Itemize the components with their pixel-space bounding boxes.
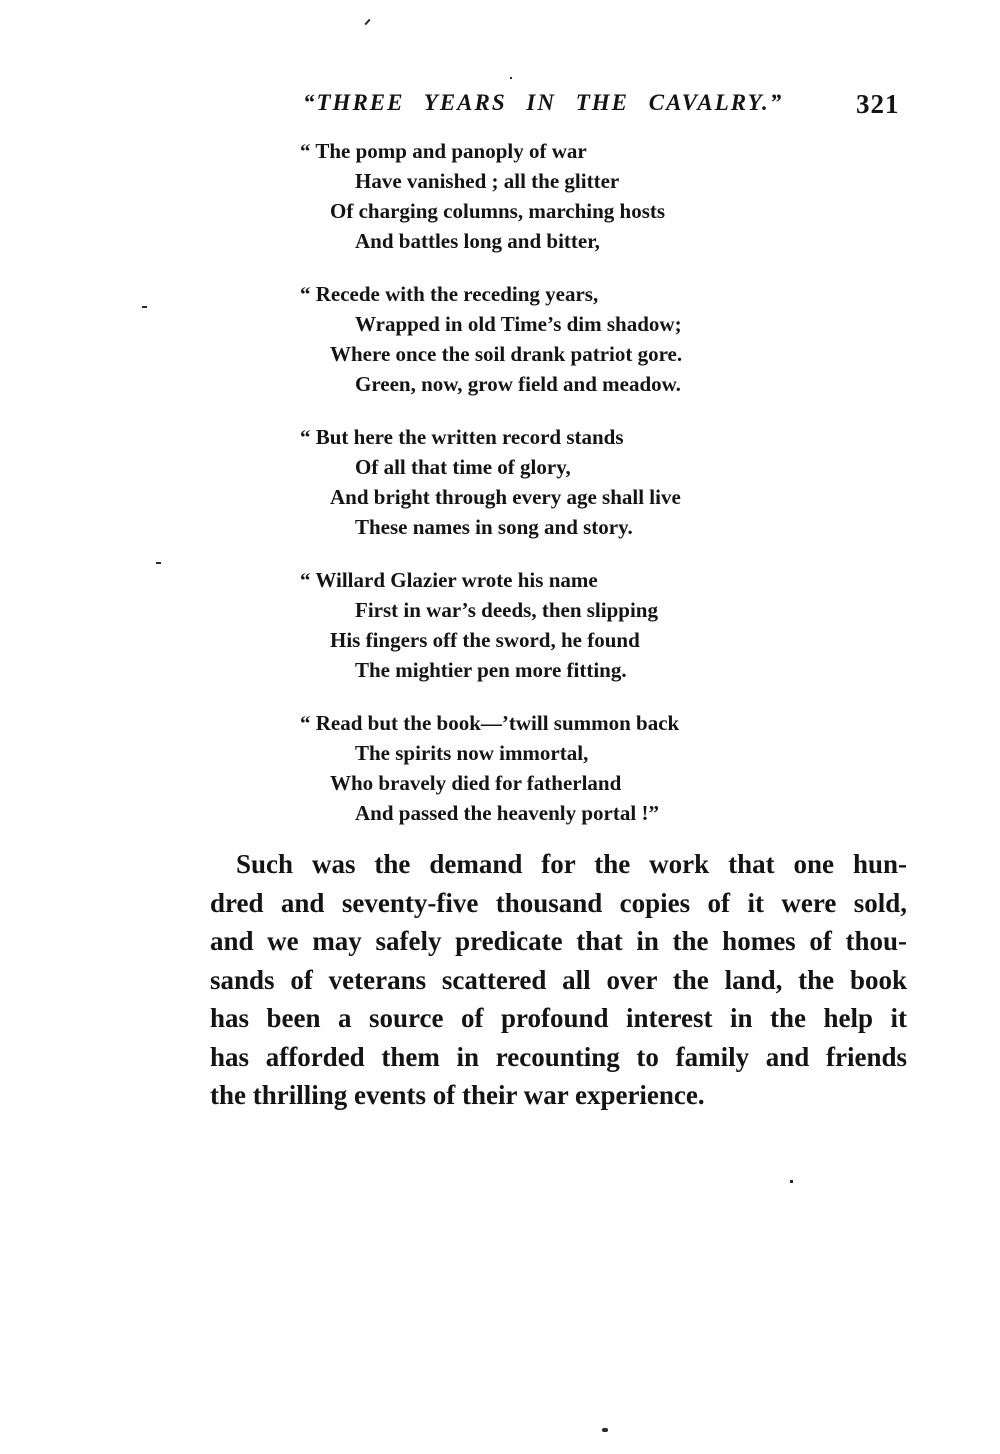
poem-line: Wrapped in old Time’s dim shadow;	[355, 312, 682, 336]
body-paragraph	[210, 845, 907, 1115]
poem-line: The mightier pen more fitting.	[355, 658, 627, 682]
poem-stanza	[300, 279, 860, 399]
poem-line: Green, now, grow field and meadow.	[355, 372, 681, 396]
ink-speck	[790, 1180, 793, 1183]
ink-speck	[602, 1428, 608, 1432]
paragraph-line: Such was the demand for the work that one hun-	[236, 849, 907, 879]
poem-line: “ But here the written record stands	[300, 425, 624, 449]
paragraph-line: sands of veterans scattered all over the land, the book	[210, 964, 907, 995]
paragraph-line: dred and seventy-five thousand copies of it were sold,	[210, 887, 907, 918]
poem-line: Of charging columns, marching hosts	[330, 199, 666, 223]
paragraph-line: the thrilling events of their war experience.	[210, 1080, 705, 1110]
poem-stanza	[300, 422, 860, 542]
poem-line: His fingers off the sword, he found	[330, 628, 640, 652]
page-number: 321	[856, 89, 900, 119]
poem-line: And bright through every age shall live	[330, 485, 681, 509]
poem-line: And passed the heavenly portal !”	[355, 801, 659, 825]
paragraph-line: and we may safely predicate that in the homes of thou-	[210, 926, 907, 956]
poem-line: “ Recede with the receding years,	[300, 282, 599, 306]
poem-line: Where once the soil drank patriot gore.	[330, 342, 683, 366]
poem-line: Who bravely died for fatherland	[330, 771, 622, 795]
poem	[300, 136, 860, 851]
poem-line: “ Read but the book—’twill summon back	[300, 711, 680, 735]
poem-line: The spirits now immortal,	[355, 741, 589, 765]
running-head-title: “THREE YEARS IN THE CAVALRY.”	[303, 90, 784, 115]
ink-speck	[364, 19, 370, 26]
poem-line: Have vanished ; all the glitter	[355, 169, 620, 193]
poem-line: First in war’s deeds, then slipping	[355, 598, 658, 622]
ink-speck	[510, 77, 512, 79]
paragraph-line: has afforded them in recounting to family and friends	[210, 1041, 907, 1072]
poem-stanza	[300, 708, 860, 828]
poem-stanza	[300, 565, 860, 685]
poem-line: “ Willard Glazier wrote his name	[300, 568, 598, 592]
ink-speck	[142, 306, 147, 308]
poem-line: Of all that time of glory,	[355, 455, 571, 479]
poem-line: These names in song and story.	[355, 515, 633, 539]
poem-line: And battles long and bitter,	[355, 229, 600, 253]
ink-speck	[156, 562, 161, 564]
paragraph-line: has been a source of profound interest in the help it	[210, 1003, 907, 1033]
poem-stanza	[300, 136, 860, 256]
poem-line: “ The pomp and panoply of war	[300, 139, 587, 163]
